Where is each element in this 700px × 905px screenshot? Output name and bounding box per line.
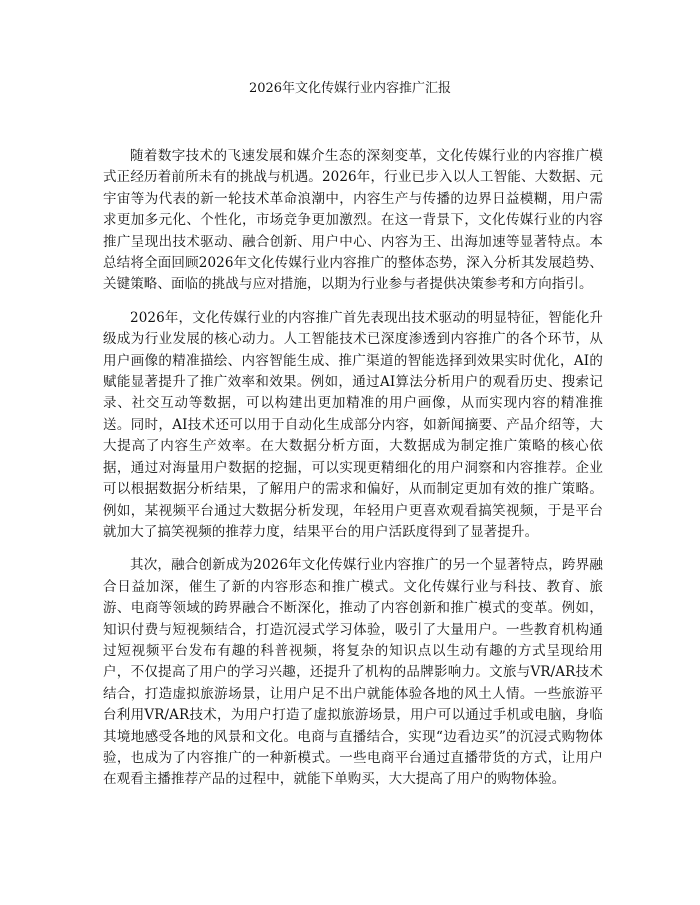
paragraph-intro: 随着数字技术的飞速发展和媒介生态的深刻变革，文化传媒行业的内容推广模式正经历着前所未有的挑战与机遇。2026年，行业已步入以人工智能、大数据、元宇宙等为代表的新一轮技术革命浪潮中，内容生产与传播的边界日益模糊，用户需求更加多元化、个性化，市场竞争更加激烈。在这一背景下，文化传媒行业的内容推广呈现出技术驱动、融合创新、用户中心、内容为王、出海加速等显著特点。本总结将全面回顾2026年文化传媒行业内容推广的整体态势，深入分析其发展趋势、关键策略、面临的挑战与应对措施，以期为行业参与者提供决策参考和方向指引。 xyxy=(103,148,603,293)
paragraph-fusion-innovation: 其次，融合创新成为2026年文化传媒行业内容推广的另一个显著特点，跨界融合日益加深，催生了新的内容形态和推广模式。文化传媒行业与科技、教育、旅游、电商等领域的跨界融合不断深化，推动了内容创新和推广模式的变革。例如，知识付费与短视频结合，打造沉浸式学习体验，吸引了大量用户。一些教育机构通过短视频平台发布有趣的科普视频，将复杂的知识点以生动有趣的方式呈现给用户，不仅提高了用户的学习兴趣，还提升了机构的品牌影响力。文旅与VR/AR技术结合，打造虚拟旅游场景，让用户足不出户就能体验各地的风土人情。一些旅游平台利用VR/AR技术，为用户打造了虚拟旅游场景，用户可以通过手机或电脑，身临其境地感受各地的风景和文化。电商与直播结合，实现“边看边买”的沉浸式购物体验，也成为了内容推广的一种新模式。一些电商平台通过直播带货的方式，让用户在观看主播推荐产品的过程中，就能下单购买，大大提高了用户的购物体验。 xyxy=(103,557,603,788)
document-body xyxy=(103,146,603,803)
document-title: 2026年文化传媒行业内容推广汇报 xyxy=(248,81,452,96)
paragraph-technology-driven: 2026年，文化传媒行业的内容推广首先表现出技术驱动的明显特征，智能化升级成为行业发展的核心动力。人工智能技术已深度渗透到内容推广的各个环节，从用户画像的精准描绘、内容智能生成、推广渠道的智能选择到效果实时优化，AI的赋能显著提升了推广效率和效果。例如，通过AI算法分析用户的观看历史、搜索记录、社交互动等数据，可以构建出更加精准的用户画像，从而实现内容的精准推送。同时，AI技术还可以用于自动化生成部分内容，如新闻摘要、产品介绍等，大大提高了内容生产效率。在大数据分析方面，大数据成为制定推广策略的核心依据，通过对海量用户数据的挖掘，可以实现更精细化的用户洞察和内容推荐。企业可以根据数据分析结果，了解用户的需求和偏好，从而制定更加有效的推广策略。例如，某视频平台通过大数据分析发现，年轻用户更喜欢观看搞笑视频，于是平台就加大了搞笑视频的推荐力度，结果平台的用户活跃度得到了显著提升。 xyxy=(103,309,603,540)
